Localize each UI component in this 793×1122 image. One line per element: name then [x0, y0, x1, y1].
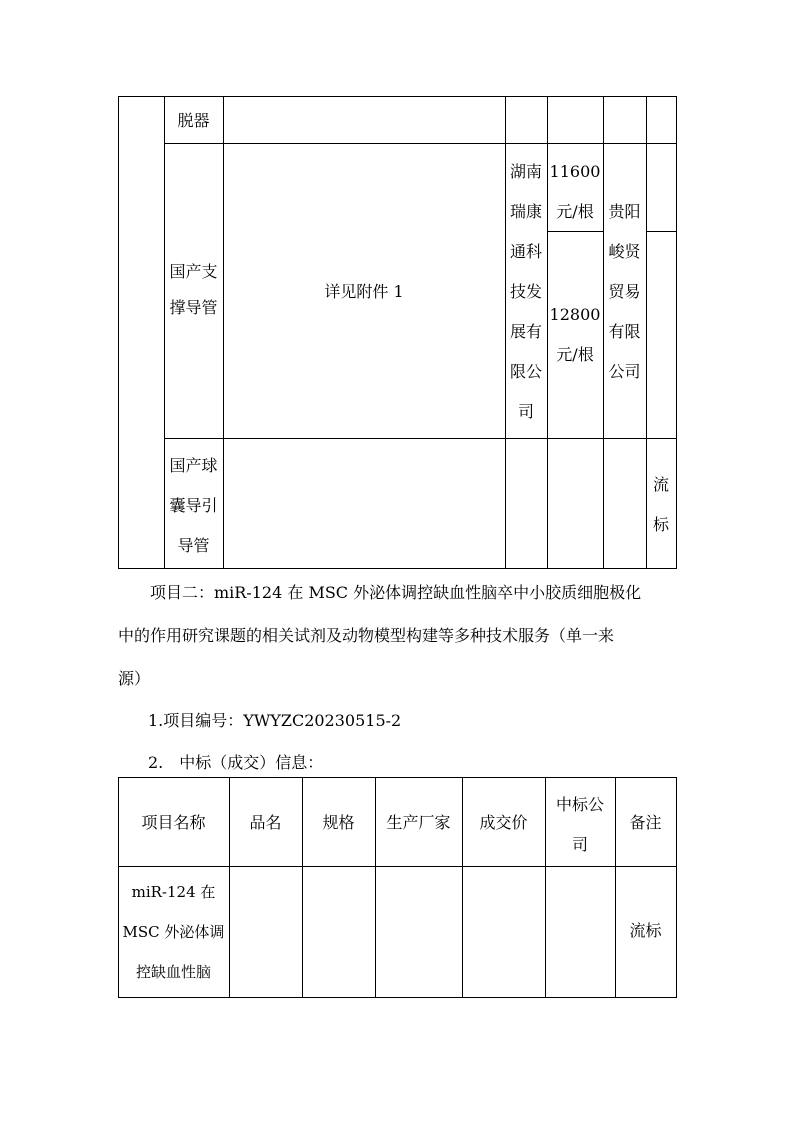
table1-cell-product: 脱器 [177, 111, 210, 130]
table2-border-right [676, 777, 677, 998]
paragraph-project-two-cont: 源） [118, 669, 151, 688]
text-line: 撑导管 [169, 298, 218, 317]
table1-rule [223, 96, 224, 569]
text-line: 流 [652, 475, 669, 494]
table1-cell-product [164, 446, 223, 566]
table1-rule [164, 438, 676, 439]
text-line: 峻贤 [608, 242, 641, 261]
text-line: 展有 [509, 322, 542, 341]
text-line: 公司 [608, 362, 641, 381]
table2-cell-project-name [118, 872, 229, 992]
table1-rule [646, 231, 676, 232]
text-line: 囊导引 [169, 496, 218, 515]
paragraph-project-two: 项目二：miR-124 在 MSC 外泌体调控缺血性脑卒中小胶质细胞极化 [150, 583, 642, 602]
text-line: 12800 [549, 305, 601, 324]
table2-header-project-name: 项目名称 [141, 813, 206, 832]
table1-border-left [118, 96, 119, 569]
paragraph-project-two-cont: 中的作用研究课题的相关试剂及动物模型构建等多种技术服务（单一来 [118, 626, 615, 645]
text-line: 国产支 [169, 262, 218, 281]
table2-header-rule [118, 866, 676, 867]
text-line: 限公 [509, 362, 542, 381]
table2-border-top [118, 777, 676, 778]
text-line: 导管 [177, 536, 210, 555]
text-line: 国产球 [169, 456, 218, 475]
text-line: 技发 [509, 282, 542, 301]
table2-header-note: 备注 [629, 813, 662, 832]
text-line: miR-124 在 [131, 883, 216, 901]
text-line: MSC 外泌体调 [122, 923, 225, 941]
table2-cell-note: 流标 [629, 921, 662, 940]
text-line: 瑞康 [509, 202, 542, 221]
table1-border-top [118, 96, 676, 97]
table2-header-manufacturer: 生产厂家 [386, 813, 451, 832]
award-info-heading: 2. 中标（成交）信息： [148, 753, 324, 772]
table2-header-price: 成交价 [479, 813, 528, 832]
text-line: 通科 [509, 242, 542, 261]
table2-border-bottom [118, 997, 676, 998]
table2-header-spec: 规格 [322, 813, 355, 832]
text-line: 控缺血性脑 [135, 963, 211, 981]
table1-cell-price [547, 295, 603, 375]
project-number-line: 1.项目编号：YWYZC20230515-2 [148, 711, 402, 730]
text-line: 标 [652, 515, 669, 534]
text-line: 司 [517, 402, 534, 421]
text-line: 贸易 [608, 282, 641, 301]
text-line: 贵阳 [608, 202, 641, 221]
text-line: 中标公 [555, 795, 604, 814]
table1-cell-spec: 详见附件 1 [324, 282, 404, 301]
table1-cell-price [547, 152, 603, 232]
text-line: 11600 [549, 162, 601, 181]
text-line: 元/根 [556, 202, 594, 221]
text-line: 有限 [608, 322, 641, 341]
table1-rule [164, 143, 676, 144]
text-line: 元/根 [556, 345, 594, 364]
table2-header-winner [545, 785, 615, 865]
text-line: 湖南 [509, 162, 542, 181]
table1-cell-manufacturer [505, 152, 547, 432]
table1-border-right [676, 96, 677, 569]
table1-border-bottom [118, 568, 676, 569]
table2-header-product: 品名 [249, 813, 282, 832]
table1-cell-product [164, 254, 223, 326]
table1-cell-note [646, 465, 676, 545]
text-line: 司 [571, 835, 588, 854]
table1-cell-winner [603, 192, 646, 392]
